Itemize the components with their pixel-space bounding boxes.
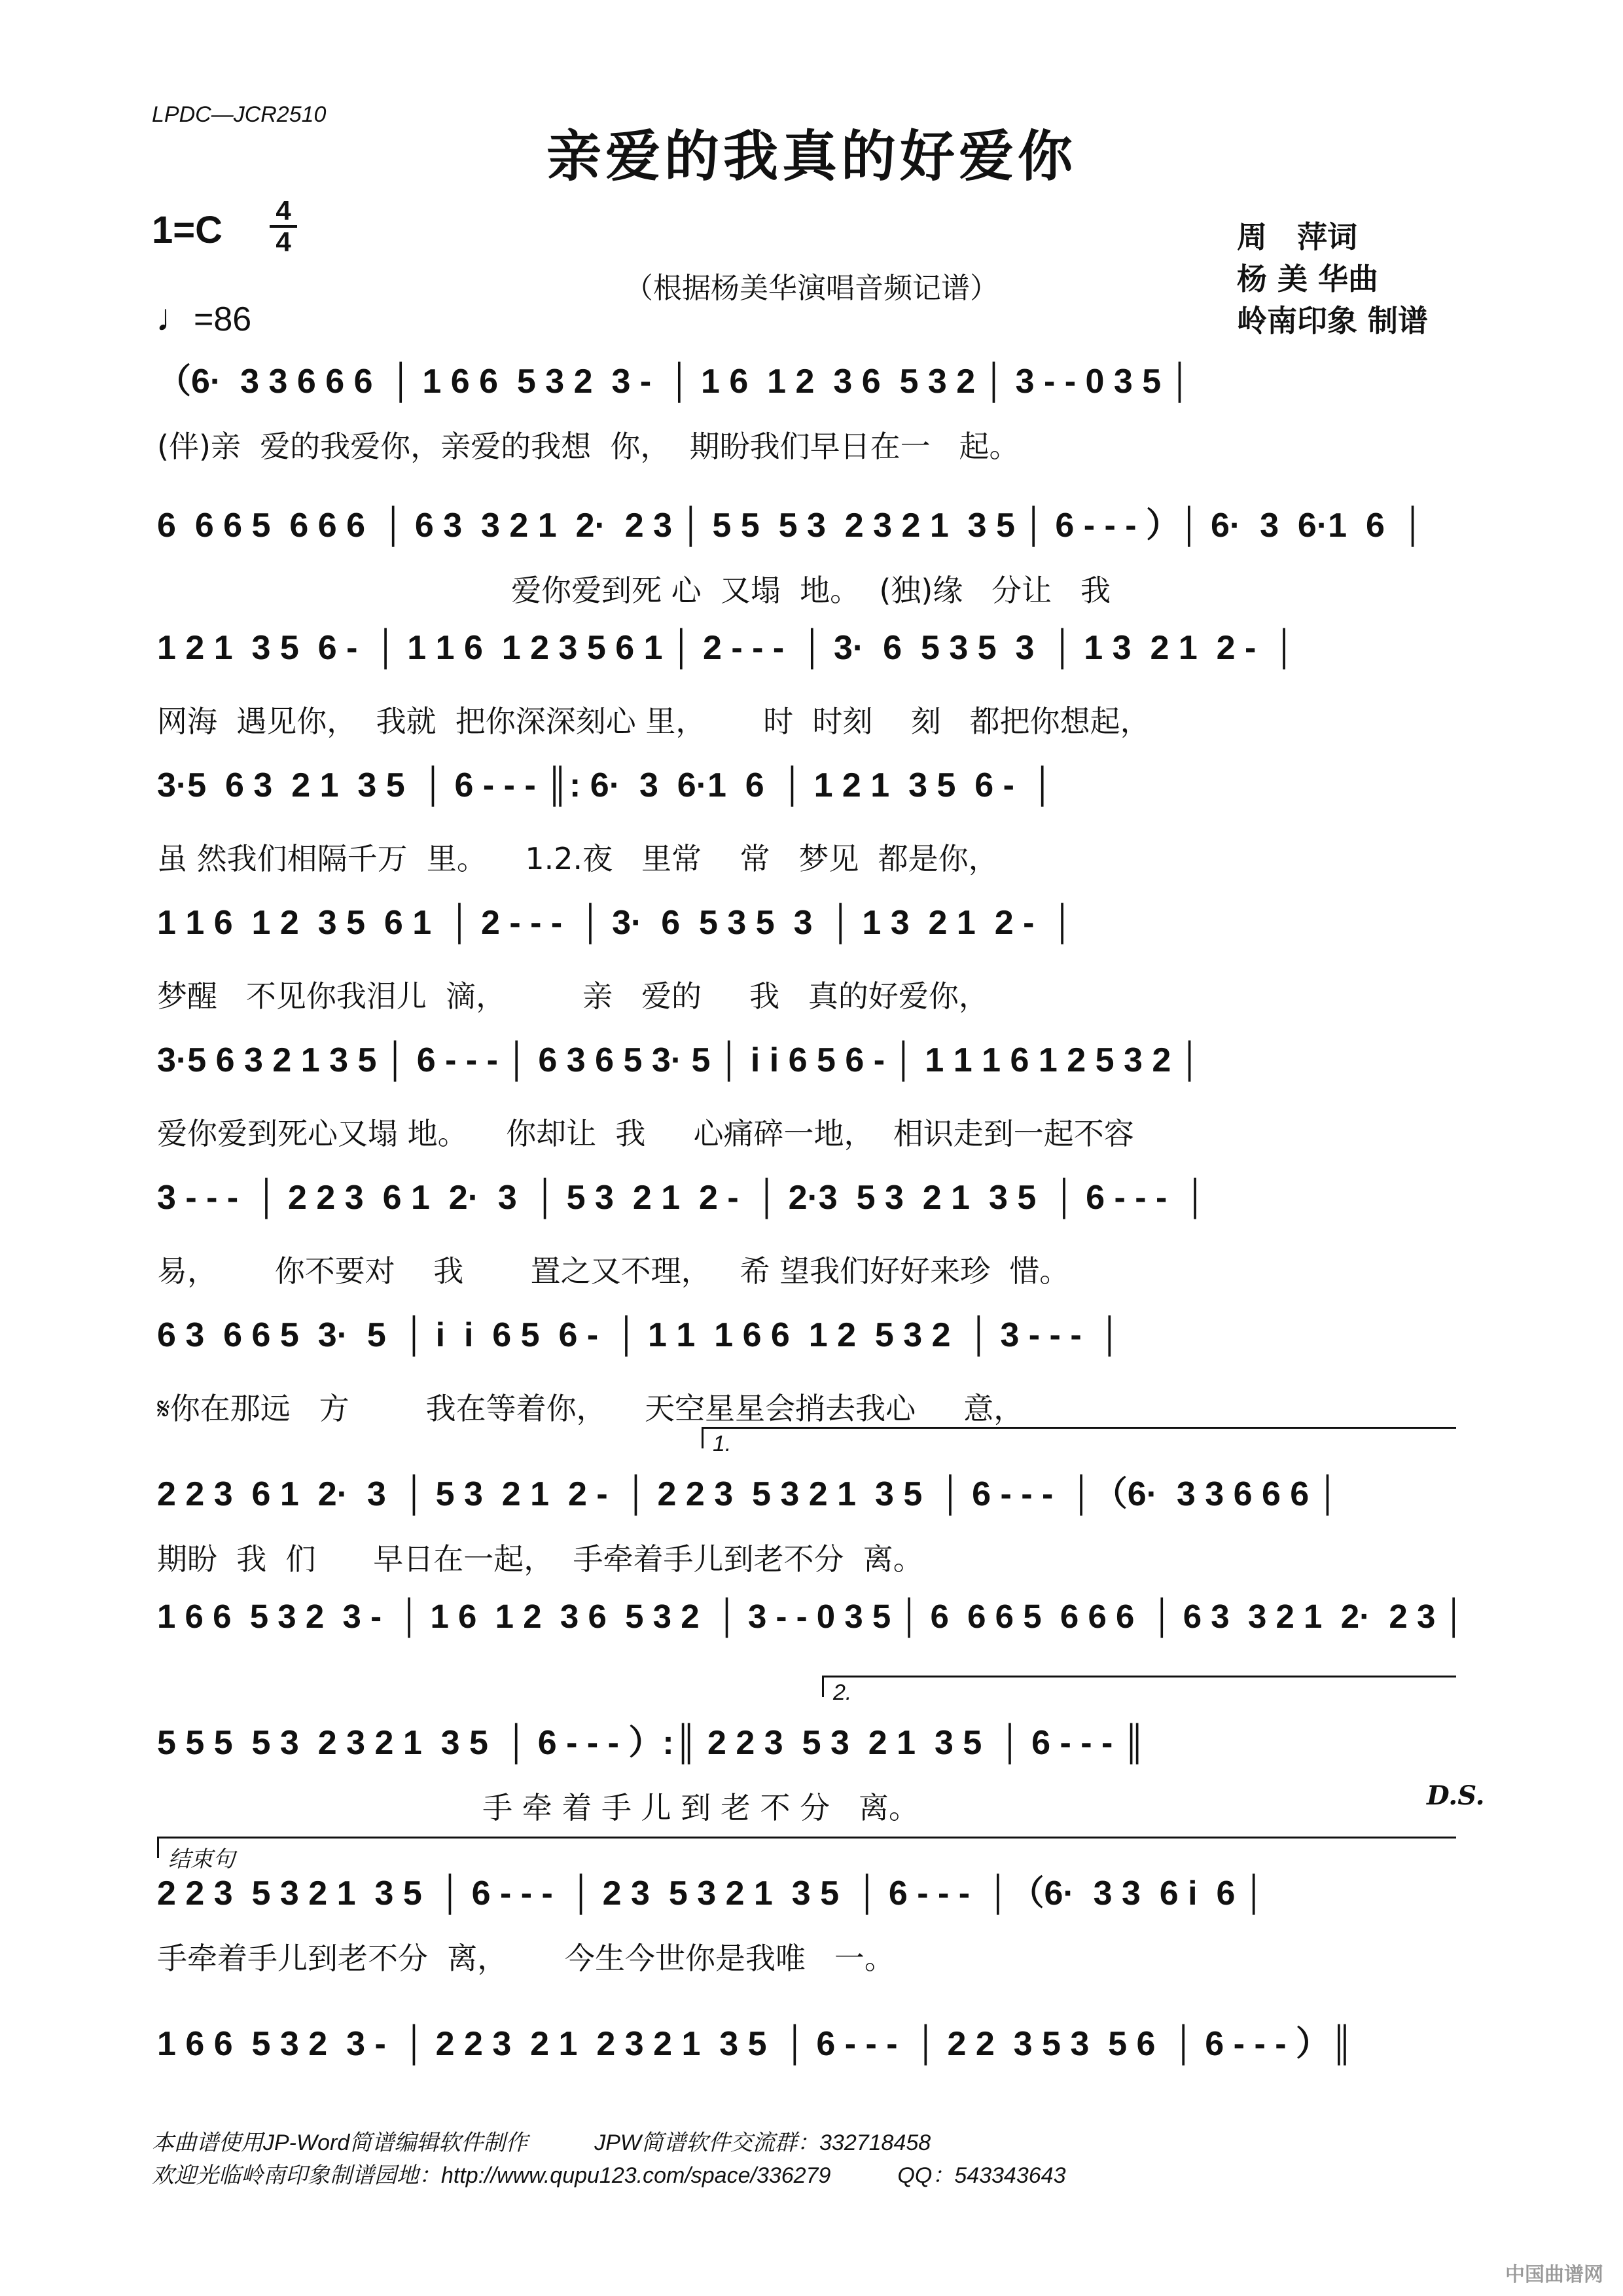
- notes-row: 1 1 6 1 2 3 5 6 1 │ 2 - - - │ 3· 6 5 3 5 3 │ 1 3 2 1 2 - │: [157, 904, 1075, 942]
- lyrics-row: (伴)亲 爱的我爱你，亲爱的我想 你， 期盼我们早日在一 起。: [157, 429, 1020, 464]
- notes-row: 1 6 6 5 3 2 3 - │ 1 6 1 2 3 6 5 3 2 │ 3 - - 0 3 5 │ 6 6 6 5 6 6 6 │ 6 3 3 2 1 2· 2 3 │: [157, 1598, 1466, 1635]
- lyricist: 周 萍词: [1237, 219, 1357, 255]
- watermark-logo: 中国曲谱网: [1505, 2263, 1603, 2286]
- volta-2-bracket: [822, 1676, 1456, 1705]
- notes-row: 3·5 6 3 2 1 3 5 │ 6 - - - │ 6 3 6 5 3· 5 │ i i 6 5 6 - │ 1 1 1 6 1 2 5 3 2 │: [157, 1041, 1202, 1079]
- notes-row: （6· 3 3 6 6 6 │ 1 6 6 5 3 2 3 - │ 1 6 1 2 3 6 5 3 2 │ 3 - - 0 3 5 │: [157, 363, 1192, 401]
- lyrics-row: 𝄋你在那远 方 我在等着你， 天空星星会捎去我心 意，: [157, 1391, 1024, 1426]
- notes-row: 1 6 6 5 3 2 3 - │ 2 2 3 2 1 2 3 2 1 3 5 │ 6 - - - │ 2 2 3 5 3 5 6 │ 6 - - - ）║: [157, 2025, 1354, 2063]
- quarter-note-icon: ♩: [156, 296, 194, 339]
- notes-row: 2 2 3 6 1 2· 3 │ 5 3 2 1 2 - │ 2 2 3 5 3 2 1 3 5 │ 6 - - - │（6· 3 3 6 6 6 │: [157, 1475, 1340, 1513]
- footer-line-1: 本曲谱使用JP-Word简谱编辑软件制作 JPW简谱软件交流群：332718458: [152, 2130, 931, 2155]
- composer: 杨 美 华曲: [1237, 261, 1379, 296]
- lyrics-row: 网海 遇见你， 我就 把你深深刻心 里， 时 时刻 刻 都把你想起，: [157, 704, 1150, 739]
- time-bottom: 4: [276, 226, 291, 257]
- credits: [1237, 216, 1428, 342]
- notes-row: 2 2 3 5 3 2 1 3 5 │ 6 - - - │ 2 3 5 3 2 1 3 5 │ 6 - - - │（6· 3 3 6 i 6 │: [157, 1874, 1266, 1912]
- notes-row: 6 3 6 6 5 3· 5 │ i i 6 5 6 - │ 1 1 1 6 6 1 2 5 3 2 │ 3 - - - │: [157, 1316, 1122, 1354]
- score-code: LPDC—JCR2510: [152, 102, 327, 127]
- footer-line-2: 欢迎光临岭南印象制谱园地：http://www.qupu123.com/space/336279 QQ：543343643: [152, 2163, 1066, 2188]
- volta-1-bracket: [702, 1427, 1456, 1456]
- time-top: 4: [276, 195, 291, 226]
- notes-row: 3 - - - │ 2 2 3 6 1 2· 3 │ 5 3 2 1 2 - │ 2·3 5 3 2 1 3 5 │ 6 - - - │: [157, 1179, 1207, 1217]
- lyrics-row: 期盼 我 们 早日在一起， 手牵着手儿到老不分 离。: [157, 1541, 923, 1577]
- notes-row: 3·5 6 3 2 1 3 5 │ 6 - - - ║: 6· 3 6·1 6 │ 1 2 1 3 5 6 - │: [157, 766, 1055, 804]
- arranger: 岭南印象 制谱: [1237, 303, 1429, 338]
- lyrics-row: 爱你爱到死心又塌 地。 你却让 我 心痛碎一地， 相识走到一起不容: [157, 1116, 1134, 1151]
- volta-1-label: 1.: [713, 1431, 732, 1456]
- lyrics-row: 易， 你不要对 我 置之又不理， 希 望我们好好来珍 惜。: [157, 1253, 1070, 1289]
- lyrics-row: 虽 然我们相隔千万 里。 1.2.夜 里常 常 梦见 都是你，: [157, 841, 999, 876]
- notes-row: 5 5 5 5 3 2 3 2 1 3 5 │ 6 - - - ）:║ 2 2 3 5 3 2 1 3 5 │ 6 - - - ║: [157, 1724, 1147, 1762]
- ds-mark: D.S.: [1427, 1780, 1485, 1811]
- lyrics-row: 梦醒 不见你我泪儿 滴， 亲 爱的 我 真的好爱你，: [157, 978, 989, 1014]
- subtitle: （根据杨美华演唱音频记谱）: [624, 272, 999, 305]
- notes-row: 1 2 1 3 5 6 - │ 1 1 6 1 2 3 5 6 1 │ 2 - - - │ 3· 6 5 3 5 3 │ 1 3 2 1 2 - │: [157, 629, 1296, 667]
- ending-label: 结束句: [168, 1847, 235, 1872]
- song-title: 亲爱的我真的好爱你: [546, 124, 1077, 188]
- ending-bracket: [157, 1837, 1456, 1872]
- time-signature: [268, 196, 298, 257]
- lyrics-row: 手 牵 着 手 儿 到 老 不 分 离。: [157, 1790, 919, 1825]
- key-signature: 1=C: [152, 209, 223, 251]
- volta-2-label: 2.: [833, 1680, 852, 1705]
- tempo-value: =86: [194, 300, 252, 338]
- notes-row: 6 6 6 5 6 6 6 │ 6 3 3 2 1 2· 2 3 │ 5 5 5 3 2 3 2 1 3 5 │ 6 - - - ）│ 6· 3 6·1 6 │: [157, 507, 1425, 545]
- lyrics-row: 爱你爱到死 心 又塌 地。 (独)缘 分让 我: [157, 573, 1111, 608]
- lyrics-row: 手牵着手儿到老不分 离， 今生今世你是我唯 一。: [157, 1941, 895, 1976]
